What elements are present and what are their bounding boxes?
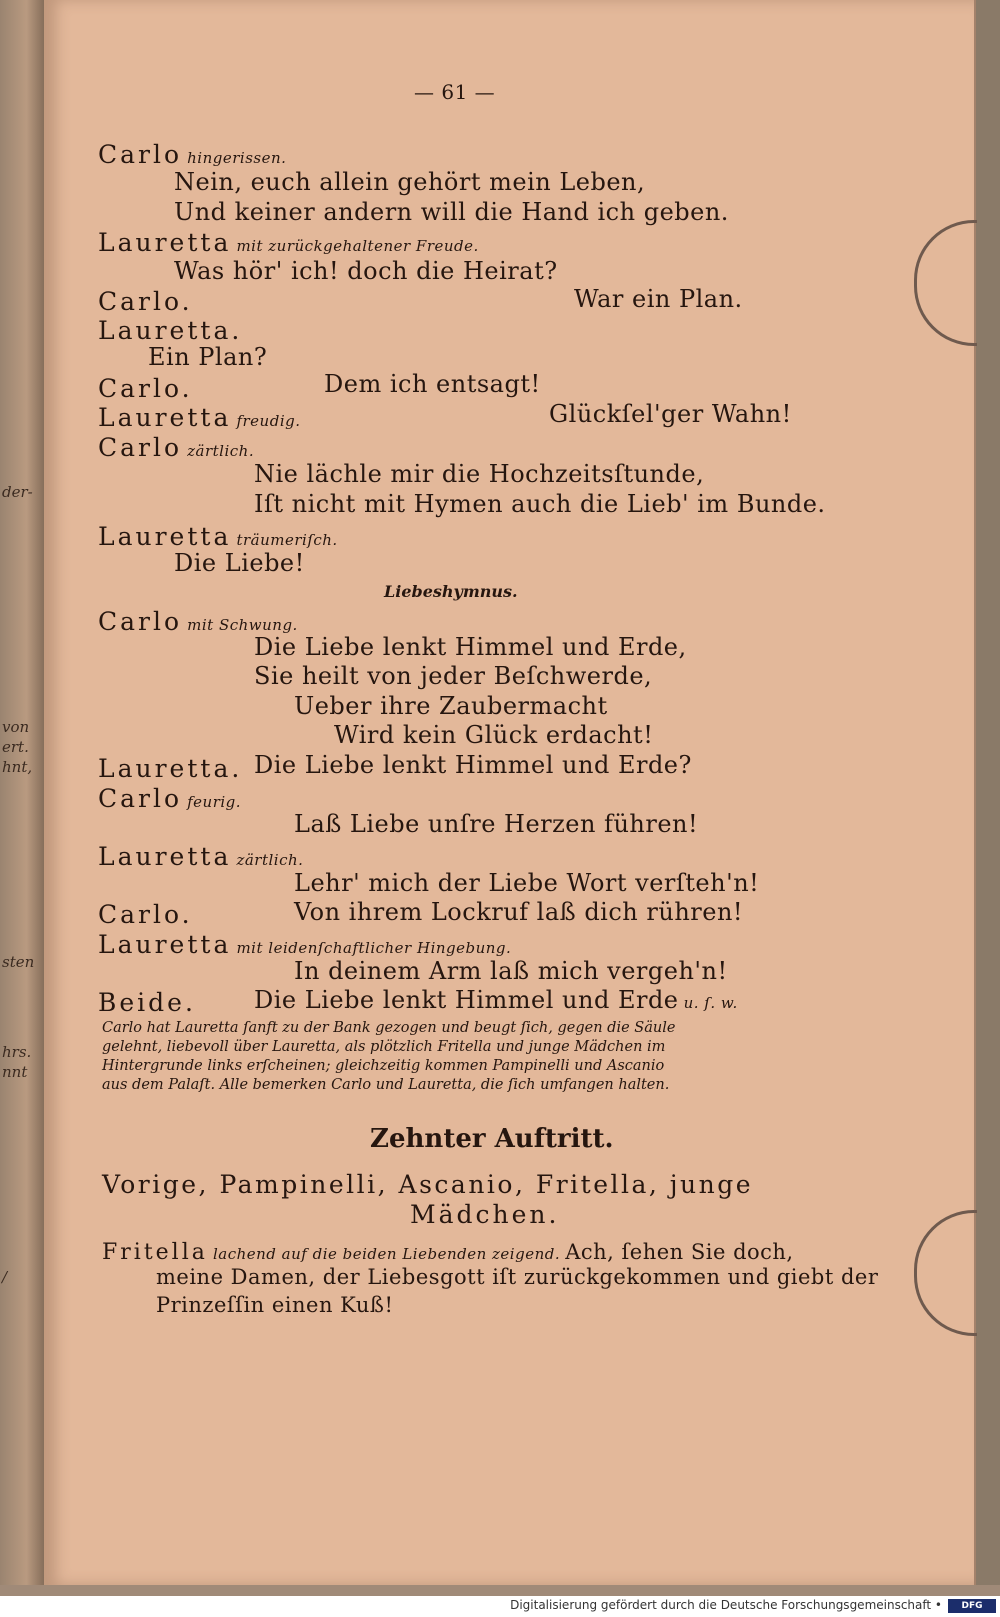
verse-line: Die Liebe lenkt Himmel und Erde, (254, 633, 687, 661)
speaker-line (98, 930, 511, 959)
speaker-name: Lauretta. (98, 754, 243, 783)
stage-direction-inline: mit zurückgehaltener Freude. (236, 237, 479, 255)
verse-line: Ein Plan? (148, 343, 268, 371)
speaker-line (98, 522, 338, 551)
verse-tail: u. ſ. w. (683, 994, 738, 1012)
section-heading: Liebeshymnus. (384, 582, 518, 601)
book-page (44, 0, 976, 1585)
verse-line: Iſt nicht mit Hymen auch die Lieb' im Bunde. (254, 490, 826, 518)
speaker-name: Carlo (98, 607, 183, 636)
clip-bracket-top (914, 220, 977, 346)
stage-direction-inline: lachend auf die beiden Liebenden zeigend. (212, 1245, 561, 1263)
verse-line: Ueber ihre Zaubermacht (294, 692, 608, 720)
verse-line: Glückſel'ger Wahn! (549, 400, 792, 428)
verse-line: Die Liebe lenkt Himmel und Erde? (254, 751, 692, 779)
margin-fragment: nnt (2, 1063, 28, 1081)
margin-fragment: von (2, 718, 30, 736)
speaker-name: Carlo. (98, 900, 193, 929)
verse-line: Die Liebe! (174, 549, 305, 577)
speaker-name: Carlo (98, 433, 183, 462)
stage-direction-line: gelehnt, liebevoll über Lauretta, als plötzlich Fritella und junge Mädchen im (102, 1039, 666, 1055)
page-number: — 61 — (414, 80, 496, 104)
previous-page-edge (0, 0, 48, 1596)
verse-line: meine Damen, der Liebesgott iſt zurückgekommen und giebt der (156, 1265, 879, 1289)
margin-fragment: ert. (2, 738, 29, 756)
verse-text: Ach, ſehen Sie doch, (565, 1240, 794, 1264)
speaker-name: Lauretta. (98, 316, 243, 345)
margin-fragment: / (2, 1268, 8, 1286)
speaker-line (98, 607, 298, 636)
verse-line: Und keiner andern will die Hand ich geben. (174, 198, 729, 226)
digitization-credit: Digitalisierung gefördert durch die Deutsche Forschungsgemeinschaft • (510, 1598, 942, 1612)
verse-line: Nie lächle mir die Hochzeitsſtunde, (254, 460, 705, 488)
stage-direction-inline: träumeriſch. (236, 531, 338, 549)
speaker-name: Carlo. (98, 287, 193, 316)
scene-title: Zehnter Auftritt. (370, 1124, 614, 1154)
margin-fragment: sten (2, 953, 35, 971)
speaker-line (98, 842, 303, 871)
verse-line: Nein, euch allein gehört mein Leben, (174, 168, 646, 196)
cast-list: Vorige, Pampinelli, Ascanio, Fritella, junge (102, 1170, 754, 1199)
verse-line (254, 986, 738, 1014)
speaker-name: Fritella (102, 1240, 208, 1265)
margin-fragment: hnt, (2, 758, 33, 776)
dfg-logo: DFG (948, 1599, 996, 1613)
scan-bottom-edge (0, 1585, 1000, 1596)
margin-fragment: der- (2, 483, 33, 501)
verse-line: Was hör' ich! doch die Heirat? (174, 257, 558, 285)
verse-text: Die Liebe lenkt Himmel und Erde (254, 986, 679, 1014)
stage-direction-inline: freudig. (236, 412, 301, 430)
stage-direction-line: aus dem Palaſt. Alle bemerken Carlo und Lauretta, die ſich umfangen halten. (102, 1077, 670, 1093)
stage-direction-inline: mit leidenſchaftlicher Hingebung. (236, 939, 512, 957)
stage-direction-line: Hintergrunde links erſcheinen; gleichzeitig kommen Pampinelli und Ascanio (102, 1058, 665, 1074)
verse-line: Dem ich entsagt! (324, 370, 541, 398)
verse-line: In deinem Arm laß mich vergeh'n! (294, 957, 728, 985)
speaker-name: Lauretta (98, 403, 232, 432)
verse-line: Von ihrem Lockruf laß dich rühren! (294, 898, 744, 926)
speaker-name: Lauretta (98, 930, 232, 959)
stage-direction-line: Carlo hat Lauretta ſanft zu der Bank gezogen und beugt ſich, gegen die Säule (102, 1020, 676, 1036)
speaker-name: Carlo (98, 784, 183, 813)
speaker-line (98, 784, 241, 813)
verse-line: Lehr' mich der Liebe Wort verſteh'n! (294, 869, 760, 897)
speaker-line (98, 140, 286, 169)
speaker-line (98, 433, 254, 462)
margin-fragment: hrs. (2, 1043, 32, 1061)
verse-line: Prinzeſſin einen Kuß! (156, 1293, 394, 1317)
stage-direction-inline: zärtlich. (236, 851, 304, 869)
stage-direction-inline: hingerissen. (187, 149, 287, 167)
speaker-name: Lauretta (98, 228, 232, 257)
speaker-name: Lauretta (98, 522, 232, 551)
speaker-line (102, 1240, 794, 1265)
verse-line: Sie heilt von jeder Beſchwerde, (254, 662, 653, 690)
stage-direction-inline: feurig. (187, 793, 242, 811)
speaker-name: Carlo (98, 140, 183, 169)
speaker-line (98, 403, 300, 432)
verse-line: War ein Plan. (574, 285, 743, 313)
clip-bracket-bottom (914, 1210, 977, 1336)
cast-list: Mädchen. (410, 1200, 560, 1229)
speaker-name: Lauretta (98, 842, 232, 871)
speaker-name: Beide. (98, 988, 196, 1017)
verse-line: Wird kein Glück erdacht! (334, 721, 654, 749)
speaker-line (98, 228, 479, 257)
stage-direction-inline: mit Schwung. (187, 616, 298, 634)
speaker-name: Carlo. (98, 374, 193, 403)
stage-direction-inline: zärtlich. (187, 442, 255, 460)
verse-line: Laß Liebe unſre Herzen führen! (294, 810, 699, 838)
